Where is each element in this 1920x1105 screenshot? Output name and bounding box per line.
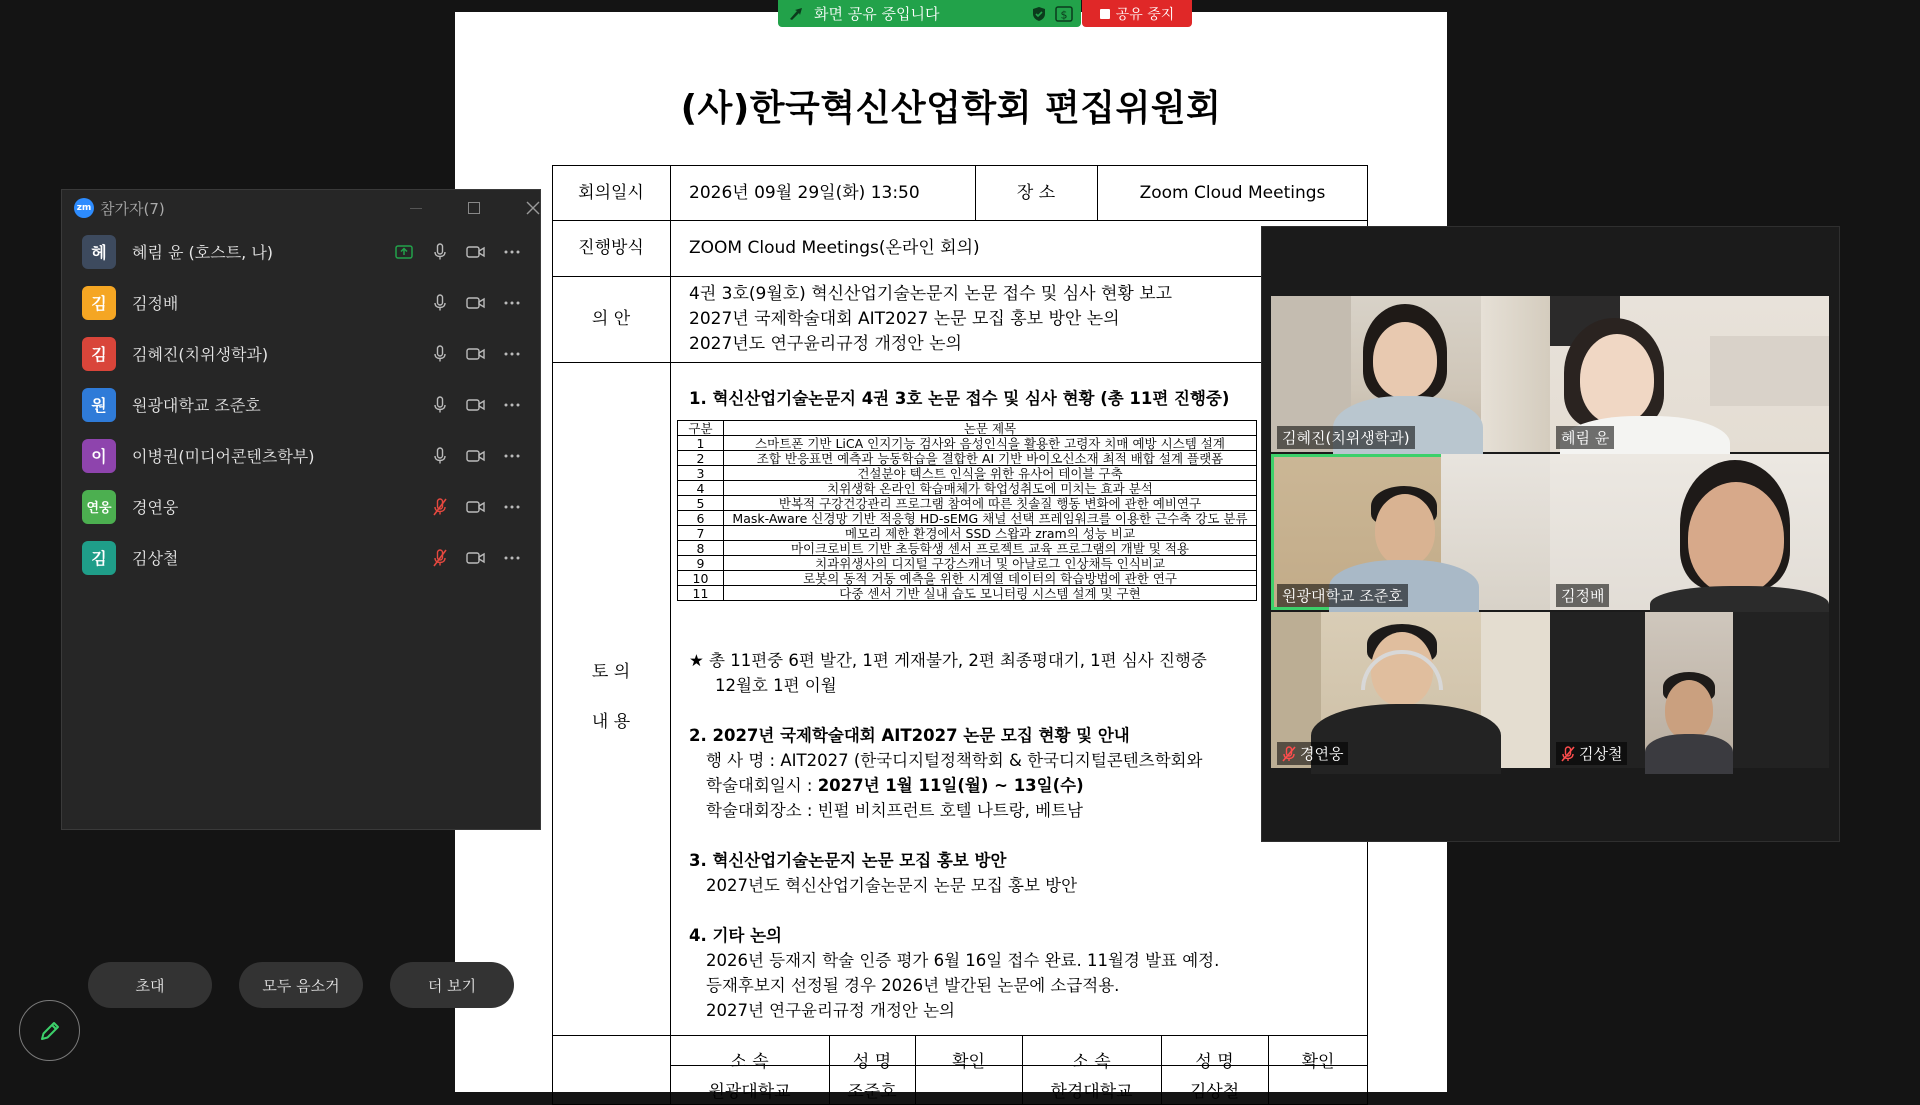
avatar: 이	[82, 439, 116, 473]
event-prefix: 행 사 명 :	[706, 751, 781, 770]
sign-header: 소 속	[1072, 1052, 1111, 1072]
more-options-icon[interactable]	[502, 446, 522, 466]
section-4-title: 4. 기타 논의	[689, 926, 782, 945]
papers-header-no: 구분	[678, 421, 724, 436]
participant-name: 혜림 윤 (호스트, 나)	[132, 243, 274, 262]
document-title: (사)한국혁신산업학회 편집위원회	[680, 88, 1222, 129]
tile-name-label	[1556, 742, 1627, 765]
paper-title: 치과위생사의 디지털 구강스캐너 및 아날로그 인상채득 인식비교	[724, 556, 1257, 571]
mute-all-button[interactable]: 모두 음소거	[239, 962, 363, 1008]
muted-mic-icon[interactable]	[430, 497, 450, 517]
paper-no: 4	[678, 481, 724, 496]
tile-name: 김혜진(치위생학과)	[1282, 429, 1410, 447]
stop-icon	[1100, 9, 1110, 19]
method-label: 진행방식	[578, 238, 644, 258]
agenda-label: 의 안	[591, 309, 631, 329]
participants-panel	[61, 189, 541, 995]
paper-no: 6	[678, 511, 724, 526]
participant-row[interactable]	[62, 532, 540, 583]
paper-title: 치위생학 온라인 학습매체가 학업성취도에 미치는 효과 분석	[724, 481, 1257, 496]
paper-title: 조합 반응표면 예측과 능동학습을 결합한 AI 기반 바이오신소재 최적 배합 설계 플랫폼	[724, 451, 1257, 466]
tile-name: 김정배	[1561, 587, 1605, 605]
participant-row[interactable]	[62, 226, 540, 277]
avatar: 김	[82, 541, 116, 575]
table-row	[678, 586, 1257, 601]
participant-name: 김혜진(치위생학과)	[132, 345, 269, 364]
more-options-icon[interactable]	[502, 344, 522, 364]
table-row	[678, 556, 1257, 571]
avatar: 김	[82, 337, 116, 371]
table-row	[678, 541, 1257, 556]
date-prefix: 학술대회일시 :	[706, 776, 818, 795]
paper-title: 반복적 구강건강관리 프로그램 참여에 따른 칫솔질 행동 변화에 관한 예비연구	[724, 496, 1257, 511]
tile-name: 원광대학교 조준호	[1282, 587, 1403, 605]
annotate-button[interactable]	[19, 1000, 80, 1061]
table-row	[678, 466, 1257, 481]
place-label: 장 소	[1016, 182, 1056, 203]
close-button[interactable]	[510, 190, 556, 226]
muted-mic-icon	[1282, 746, 1296, 762]
mic-icon[interactable]	[430, 242, 450, 262]
section-3-body: 2027년도 혁신산업기술논문지 논문 모집 홍보 방안	[706, 876, 1078, 895]
participant-name: 원광대학교 조준호	[132, 396, 261, 415]
meeting-date-label: 회의일시	[578, 182, 644, 203]
agenda-item: 2027년 국제학술대회 AIT2027 논문 모집 홍보 방안 논의	[689, 309, 1120, 329]
maximize-icon	[468, 202, 480, 214]
participant-row[interactable]	[62, 481, 540, 532]
table-row	[678, 571, 1257, 586]
tile-name-label	[1556, 426, 1614, 449]
minimize-button[interactable]	[393, 190, 439, 226]
participant-row[interactable]	[62, 430, 540, 481]
sign-cell: 한경대학교	[1050, 1082, 1133, 1102]
agenda-item: 2027년도 연구윤리규정 개정안 논의	[689, 334, 962, 354]
table-row	[678, 526, 1257, 541]
video-tile[interactable]	[1550, 454, 1829, 610]
video-tile[interactable]	[1550, 612, 1829, 768]
sign-header: 성 명	[1195, 1052, 1234, 1072]
participant-name: 김정배	[132, 294, 179, 313]
tile-name-label	[1277, 742, 1348, 765]
section-2-date	[706, 773, 1084, 798]
tile-name-label	[1277, 584, 1408, 607]
date-value: 2027년 1월 11일(월) ~ 13일(수)	[817, 776, 1084, 795]
paper-no: 9	[678, 556, 724, 571]
sign-header: 성 명	[852, 1052, 892, 1072]
paper-title: 다중 센서 기반 실내 습도 모니터링 시스템 설계 및 구현	[724, 586, 1257, 601]
paper-title: 스마트폰 기반 LiCA 인지기능 검사와 음성인식을 활용한 고령자 치매 예방 시스템 설계	[724, 436, 1257, 451]
paper-title: 마이크로비트 기반 초등학생 센서 프로젝트 교육 프로그램의 개발 및 적용	[724, 541, 1257, 556]
participants-title: 참가자(7)	[100, 199, 165, 218]
table-row	[678, 496, 1257, 511]
table-row	[678, 436, 1257, 451]
meeting-date-value: 2026년 09월 29일(화) 13:50	[689, 182, 920, 203]
tile-name-label	[1277, 426, 1415, 449]
papers-header-title: 논문 제목	[724, 421, 1257, 436]
screen-share-banner[interactable]	[778, 0, 1081, 27]
paper-no: 3	[678, 466, 724, 481]
paper-title: Mask-Aware 신경망 기반 적응형 HD-sEMG 채널 선택 프레임워크를 이용한 근수축 강도 분류	[724, 511, 1257, 526]
sign-header: 소 속	[730, 1052, 769, 1072]
participant-row[interactable]	[62, 328, 540, 379]
paper-no: 2	[678, 451, 724, 466]
place-value: Zoom Cloud Meetings	[1139, 182, 1326, 203]
avatar: 헤	[82, 235, 116, 269]
camera-icon[interactable]	[466, 446, 486, 466]
section-2-venue: 학술대회장소 : 빈펄 비치프런트 호텔 나트랑, 베트남	[706, 801, 1083, 820]
tile-name: 경연웅	[1300, 745, 1344, 763]
video-tile[interactable]	[1550, 296, 1829, 452]
tile-name: 김상철	[1579, 745, 1623, 763]
table-row	[678, 481, 1257, 496]
section-2-title: 2. 2027년 국제학술대회 AIT2027 논문 모집 현황 및 안내	[689, 726, 1130, 745]
section-4-line: 2027년 연구윤리규정 개정안 논의	[706, 1001, 955, 1020]
pencil-icon	[37, 1018, 63, 1044]
avatar: 원	[82, 388, 116, 422]
more-options-icon[interactable]	[502, 497, 522, 517]
participant-name: 김상철	[132, 549, 179, 568]
paper-no: 7	[678, 526, 724, 541]
camera-icon[interactable]	[466, 344, 486, 364]
tile-name-label	[1556, 584, 1609, 607]
close-icon	[526, 201, 540, 215]
video-gallery-panel	[1261, 226, 1840, 842]
section-4-line: 등재후보지 선정될 경우 2026년 발간된 논문에 소급적용.	[706, 976, 1120, 995]
paper-no: 1	[678, 436, 724, 451]
screen-share-icon	[394, 242, 414, 262]
avatar: 김	[82, 286, 116, 320]
sign-header: 확인	[1301, 1052, 1335, 1072]
mic-icon[interactable]	[430, 293, 450, 313]
table-row	[678, 511, 1257, 526]
summary-line: ★ 총 11편중 6편 발간, 1편 게재불가, 2편 최종평대기, 1편 심사 진행중	[689, 651, 1207, 670]
participant-row[interactable]	[62, 277, 540, 328]
avatar: 연웅	[82, 490, 116, 524]
maximize-button[interactable]	[451, 190, 497, 226]
table-row	[678, 451, 1257, 466]
participant-name: 이병권(미디어콘텐츠학부)	[132, 447, 315, 466]
camera-icon[interactable]	[466, 293, 486, 313]
more-options-icon[interactable]	[502, 395, 522, 415]
camera-icon[interactable]	[466, 548, 486, 568]
paper-no: 10	[678, 571, 724, 586]
dollar-icon	[1055, 6, 1073, 22]
participant-row[interactable]	[62, 379, 540, 430]
paper-no: 5	[678, 496, 724, 511]
more-button[interactable]: 더 보기	[390, 962, 514, 1008]
stop-share-label: 공유 중지	[1115, 6, 1175, 23]
sign-cell: 원광대학교	[708, 1082, 791, 1102]
method-value: ZOOM Cloud Meetings(온라인 회의)	[689, 238, 980, 258]
more-options-icon[interactable]	[502, 548, 522, 568]
paper-no: 11	[678, 586, 724, 601]
sign-header: 확인	[952, 1052, 985, 1072]
section-4-line: 2026년 등재지 학술 인증 평가 6월 16일 접수 완료. 11월경 발표 예정.	[706, 951, 1220, 970]
mic-icon[interactable]	[430, 446, 450, 466]
camera-icon[interactable]	[466, 242, 486, 262]
camera-icon[interactable]	[466, 497, 486, 517]
share-status: 화면 공유 중입니다	[814, 5, 940, 23]
video-tile[interactable]	[1271, 454, 1550, 610]
section-3-title: 3. 혁신산업기술논문지 논문 모집 홍보 방안	[689, 851, 1007, 870]
invite-button[interactable]: 초대	[88, 962, 212, 1008]
tile-name: 혜림 윤	[1561, 429, 1610, 447]
video-tile[interactable]	[1271, 612, 1550, 768]
section-1-title: 1. 혁신산업기술논문지 4권 3호 논문 접수 및 심사 현황 (총 11편 진행중)	[689, 389, 1230, 408]
shield-icon	[1031, 6, 1047, 22]
sign-cell: 조준호	[847, 1082, 897, 1102]
svg-text:$: $	[1060, 8, 1068, 21]
more-options-icon[interactable]	[502, 293, 522, 313]
event-value: AIT2027 (한국디지털정책학회 & 한국디지털콘텐츠학회와	[780, 751, 1203, 770]
participant-name: 경연웅	[132, 498, 179, 517]
mic-icon[interactable]	[430, 344, 450, 364]
paper-title: 로봇의 동적 거동 예측을 위한 시계열 데이터의 학습방법에 관한 연구	[724, 571, 1257, 586]
mic-icon[interactable]	[430, 395, 450, 415]
discussion-label: 토 의	[591, 662, 631, 682]
muted-mic-icon	[1561, 746, 1575, 762]
agenda-item: 4권 3호(9월호) 혁신산업기술논문지 논문 접수 및 심사 현황 보고	[689, 284, 1173, 304]
video-tile[interactable]	[1271, 296, 1550, 452]
paper-title: 메모리 제한 환경에서 SSD 스왑과 zram의 성능 비교	[724, 526, 1257, 541]
muted-mic-icon[interactable]	[430, 548, 450, 568]
sign-cell: 김상철	[1189, 1082, 1240, 1102]
paper-title: 건설분야 텍스트 인식을 위한 유사어 테이블 구축	[724, 466, 1257, 481]
stop-share-button[interactable]	[1082, 0, 1192, 27]
summary-line: 12월호 1편 이월	[715, 676, 837, 695]
paper-no: 8	[678, 541, 724, 556]
section-2-event	[706, 748, 1202, 773]
minimize-icon	[410, 208, 422, 209]
papers-table	[677, 420, 1257, 601]
more-options-icon[interactable]	[502, 242, 522, 262]
discussion-label: 내 용	[591, 712, 631, 732]
camera-icon[interactable]	[466, 395, 486, 415]
share-arrow-icon	[778, 6, 814, 22]
zoom-logo-icon: zm	[74, 198, 94, 218]
